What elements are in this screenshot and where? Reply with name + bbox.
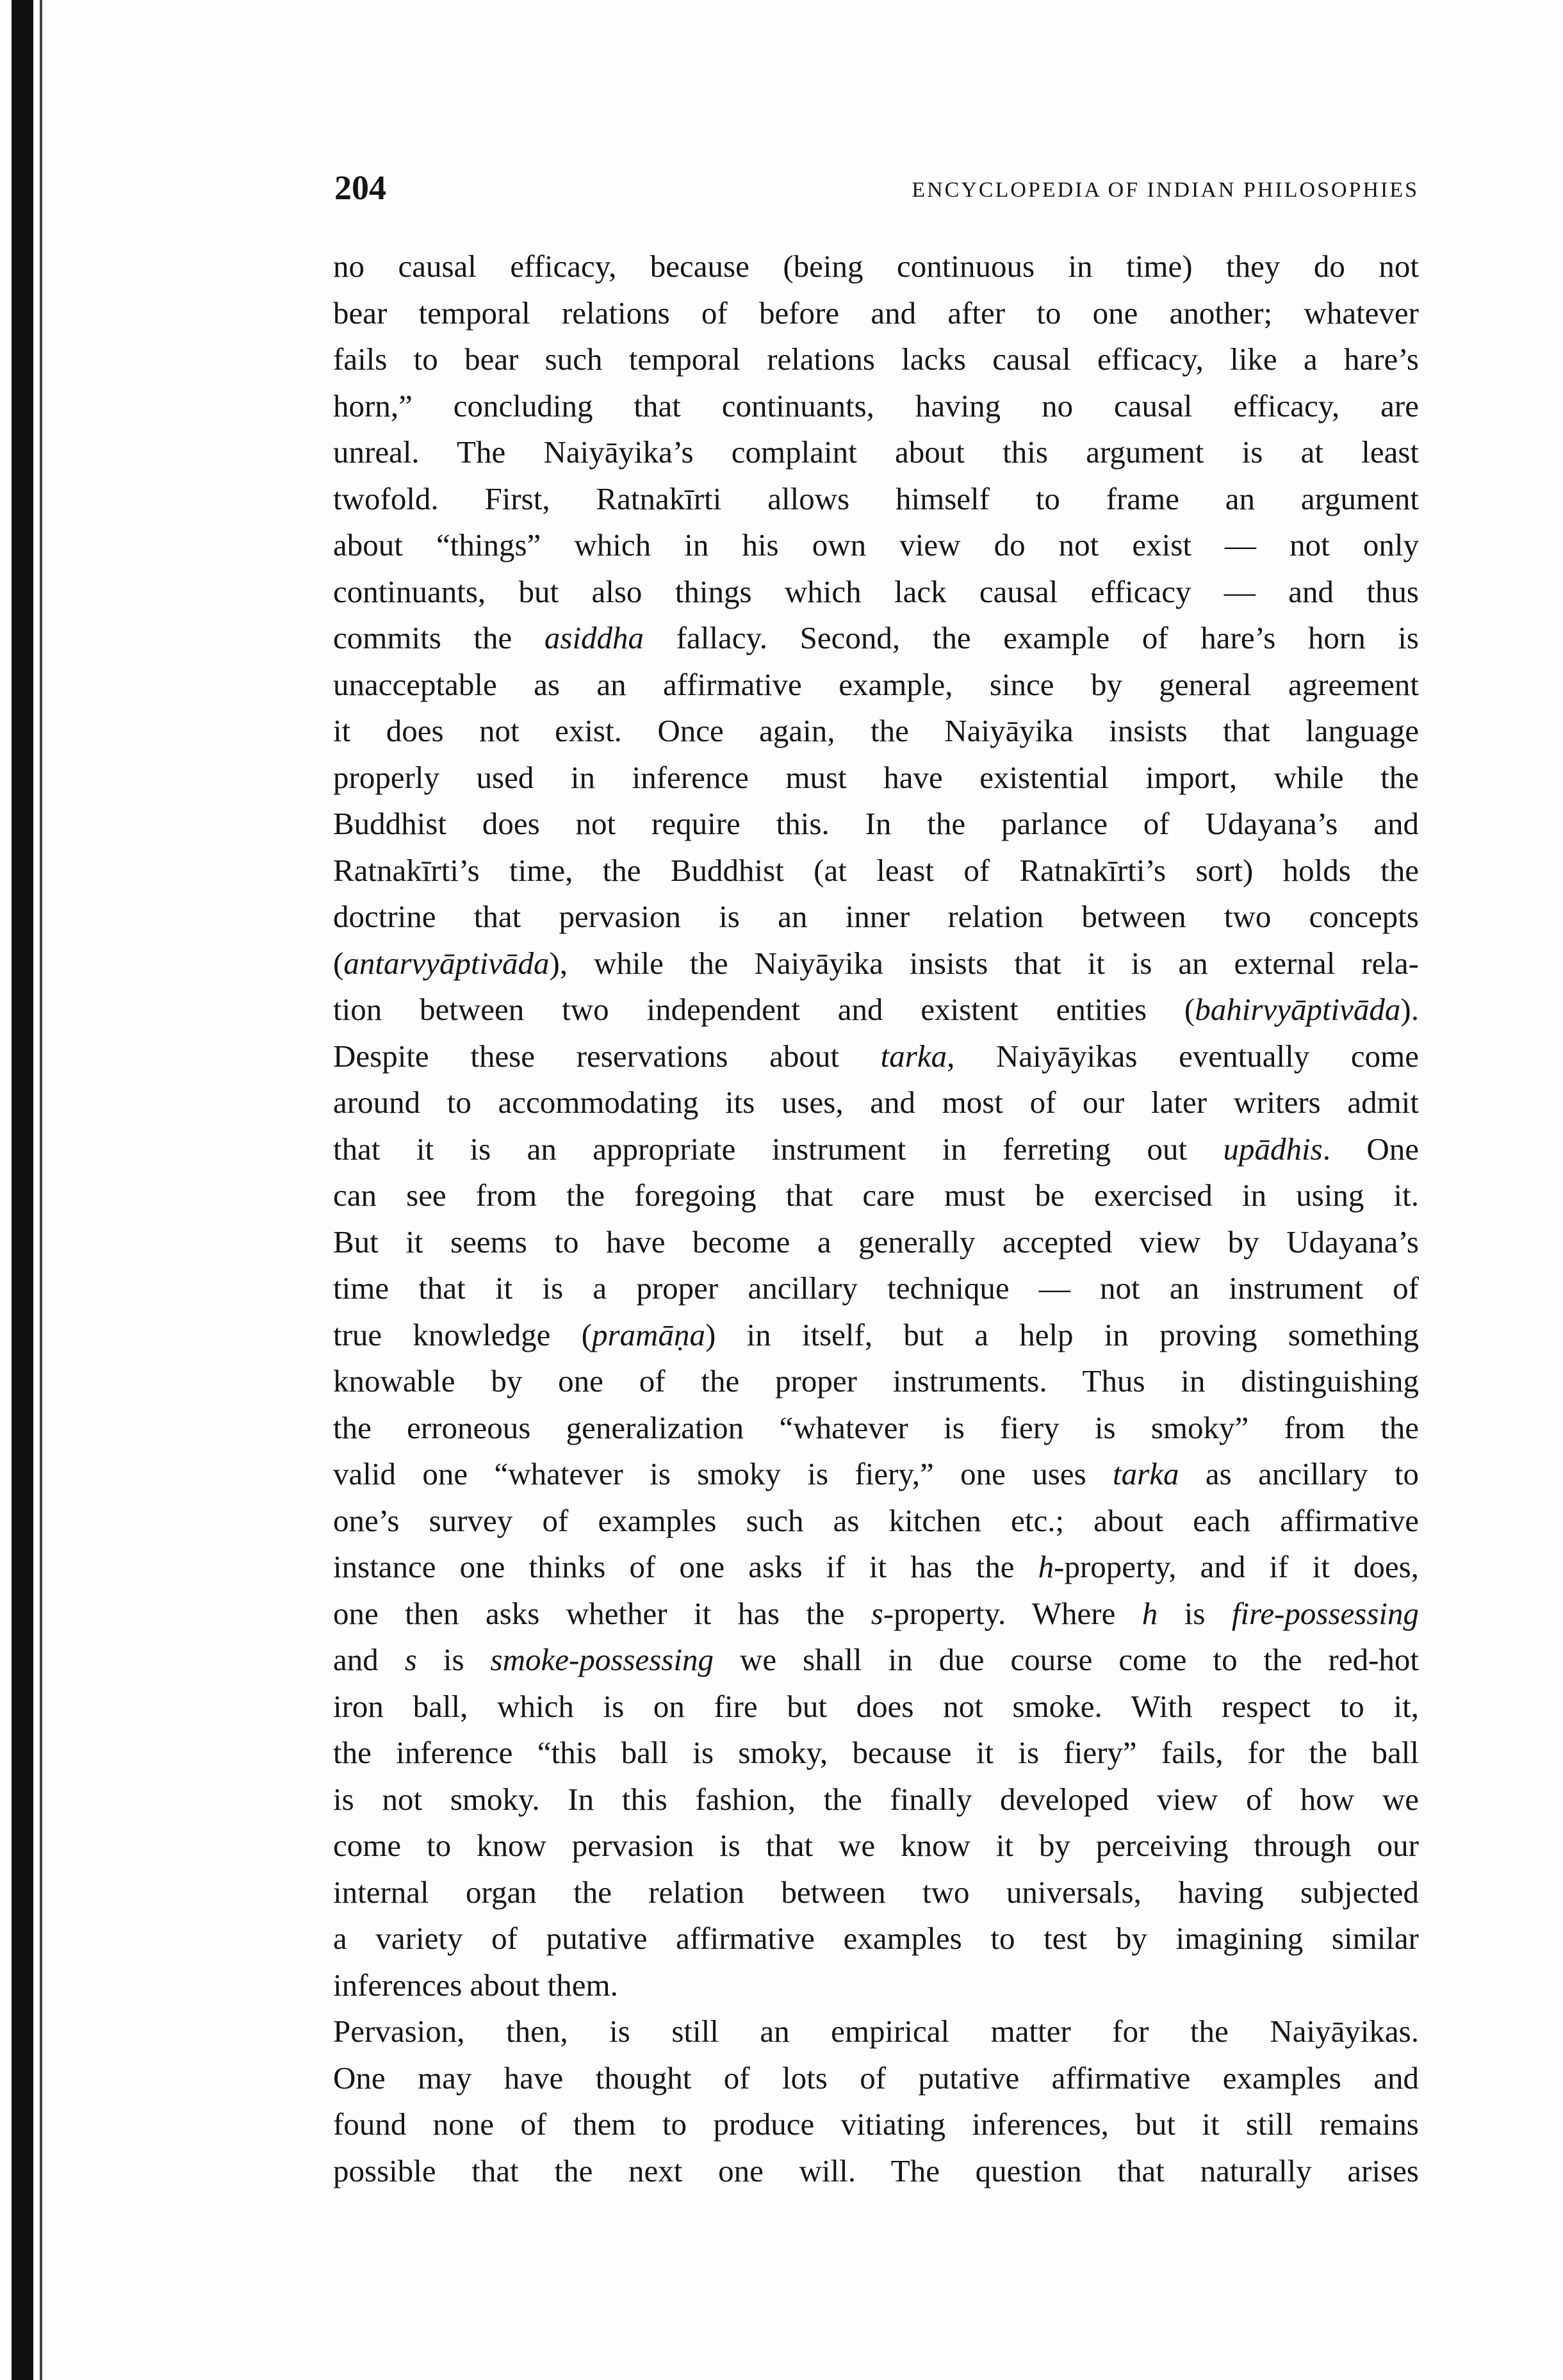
text-segment: unacceptable as an affirmative example, since by general agreement: [333, 666, 1419, 702]
text-segment: and: [333, 1642, 405, 1677]
text-segment: Pervasion, then, is still an empirical matter for the Naiyāyikas.: [333, 2014, 1419, 2049]
text-line: [333, 1312, 1419, 1359]
italic-term: s: [871, 1595, 883, 1631]
text-line: [333, 243, 1419, 290]
text-segment: that it is an appropriate instrument in ferreting out: [333, 1131, 1223, 1167]
italic-term: asiddha: [544, 620, 644, 655]
text-segment: one then asks whether it has the: [333, 1595, 871, 1631]
text-line: [333, 1777, 1419, 1823]
text-line: [333, 1265, 1419, 1312]
text-line: [333, 1126, 1419, 1173]
text-line: [333, 1358, 1419, 1405]
text-segment: commits the: [333, 620, 544, 655]
text-segment: doctrine that pervasion is an inner relation between two concepts: [333, 899, 1419, 934]
text-line: [333, 2148, 1419, 2195]
text-segment: it does not exist. Once again, the Naiyāyika insists that language: [333, 713, 1419, 748]
text-line: [333, 662, 1419, 709]
text-line: [333, 708, 1419, 755]
italic-term: antarvyāptivāda: [343, 945, 550, 981]
text-segment: around to accommodating its uses, and most of our later writers admit: [333, 1085, 1419, 1120]
text-segment: time that it is a proper ancillary technique — not an instrument of: [333, 1270, 1419, 1306]
text-segment: -property. Where: [883, 1595, 1142, 1631]
text-line: [333, 336, 1419, 383]
italic-term: tarka: [1113, 1456, 1179, 1491]
text-segment: fails to bear such temporal relations lacks causal efficacy, like a hare’s: [333, 341, 1419, 377]
text-line: [333, 1172, 1419, 1219]
text-line: [333, 1591, 1419, 1637]
text-line: [333, 2055, 1419, 2102]
text-line: [333, 1869, 1419, 1916]
italic-term: s: [404, 1642, 417, 1677]
text-line: [333, 1916, 1419, 1962]
text-line: [333, 429, 1419, 476]
text-line: [333, 801, 1419, 848]
text-segment: fallacy. Second, the example of hare’s horn is: [644, 620, 1419, 655]
text-line: [333, 383, 1419, 430]
italic-term: h: [1038, 1549, 1054, 1584]
text-segment: true knowledge (: [333, 1317, 592, 1352]
text-line: [333, 290, 1419, 337]
text-segment: we shall in due course come to the red-hot: [713, 1642, 1420, 1677]
text-line: [333, 1498, 1419, 1545]
text-segment: possible that the next one will. The question that naturally arises: [333, 2153, 1419, 2188]
text-segment: ) in itself, but a help in proving something: [705, 1317, 1419, 1352]
text-line: [333, 987, 1419, 1033]
text-segment: found none of them to produce vitiating inferences, but it still remains: [333, 2106, 1419, 2142]
text-line: [333, 2008, 1419, 2055]
text-line: [333, 476, 1419, 523]
text-segment: knowable by one of the proper instruments. Thus in distinguishing: [333, 1363, 1419, 1399]
text-segment: valid one “whatever is smoky is fiery,” one uses: [333, 1456, 1113, 1491]
italic-term: fire-possessing: [1231, 1595, 1420, 1631]
text-line: [333, 1405, 1419, 1452]
italic-term: bahirvyāptivāda: [1195, 992, 1401, 1027]
text-segment: no causal efficacy, because (being continuous in time) they do not: [333, 249, 1419, 284]
italic-term: h: [1142, 1595, 1158, 1631]
text-line: [333, 1730, 1419, 1777]
text-segment: can see from the foregoing that care must be exercised in using it.: [333, 1178, 1419, 1213]
text-segment: is: [416, 1642, 491, 1677]
text-segment: is not smoky. In this fashion, the finally developed view of how we: [333, 1781, 1419, 1817]
text-line: [333, 1637, 1419, 1684]
running-head: ENCYCLOPEDIA OF INDIAN PHILOSOPHIES: [912, 178, 1419, 202]
text-line: [333, 1219, 1419, 1266]
text-line: [333, 615, 1419, 662]
text-line: [333, 1451, 1419, 1498]
text-segment: Ratnakīrti’s time, the Buddhist (at least of Ratnakīrti’s sort) holds the: [333, 852, 1419, 888]
text-segment: about “things” which in his own view do not exist — not only: [333, 527, 1419, 562]
text-line: [333, 755, 1419, 801]
text-segment: bear temporal relations of before and after to one another; whatever: [333, 295, 1419, 331]
text-line: [333, 522, 1419, 569]
text-segment: one’s survey of examples such as kitchen etc.; about each affirmative: [333, 1502, 1419, 1538]
text-segment: the erroneous generalization “whatever is fiery is smoky” from the: [333, 1409, 1419, 1445]
text-line: [333, 2101, 1419, 2148]
text-segment: a variety of putative affirmative examples to test by imagining similar: [333, 1921, 1419, 1956]
text-segment: tion between two independent and existent entities (: [333, 992, 1195, 1027]
text-segment: come to know pervasion is that we know it by perceiving through our: [333, 1828, 1419, 1863]
italic-term: pramāṇa: [591, 1317, 705, 1352]
body-text: [333, 243, 1419, 2194]
italic-term: smoke-possessing: [490, 1642, 714, 1677]
text-segment: properly used in inference must have existential import, while the: [333, 759, 1419, 795]
text-segment: twofold. First, Ratnakīrti allows himself to frame an argument: [333, 480, 1419, 516]
text-line: [333, 1544, 1419, 1591]
text-segment: is: [1158, 1595, 1232, 1631]
text-segment: (: [333, 945, 344, 981]
text-segment: -property, and if it does,: [1054, 1549, 1419, 1584]
text-segment: the inference “this ball is smoky, because it is fiery” fails, for the ball: [333, 1735, 1419, 1770]
text-line: [333, 848, 1419, 894]
text-segment: continuants, but also things which lack causal efficacy — and thus: [333, 573, 1419, 609]
page-edge-shadow: [12, 0, 33, 2380]
text-line: [333, 569, 1419, 616]
text-line: [333, 1079, 1419, 1126]
text-segment: as ancillary to: [1179, 1456, 1419, 1491]
page-edge-line: [40, 0, 42, 2380]
text-segment: ).: [1400, 992, 1419, 1027]
text-line: [333, 894, 1419, 940]
italic-term: tarka: [880, 1038, 947, 1074]
text-segment: , Naiyāyikas eventually come: [947, 1038, 1419, 1074]
text-line: [333, 1684, 1419, 1730]
text-line: [333, 1033, 1419, 1080]
text-segment: ), while the Naiyāyika insists that it is an external rela-: [549, 945, 1419, 981]
text-segment: Buddhist does not require this. In the parlance of Udayana’s and: [333, 806, 1419, 841]
italic-term: upādhis: [1223, 1131, 1323, 1167]
text-segment: inferences about them.: [333, 1967, 618, 2003]
text-segment: unreal. The Naiyāyika’s complaint about this argument is at least: [333, 434, 1419, 470]
page-number: 204: [334, 168, 386, 207]
text-segment: instance one thinks of one asks if it has the: [333, 1549, 1038, 1584]
text-segment: internal organ the relation between two universals, having subjected: [333, 1874, 1419, 1910]
text-segment: One may have thought of lots of putative affirmative examples and: [333, 2060, 1419, 2096]
text-segment: But it seems to have become a generally accepted view by Udayana’s: [333, 1224, 1419, 1260]
text-segment: . One: [1322, 1131, 1419, 1167]
text-segment: horn,” concluding that continuants, having no causal efficacy, are: [333, 388, 1419, 423]
text-line: [333, 1823, 1419, 1869]
text-segment: Despite these reservations about: [333, 1038, 881, 1074]
text-line: [333, 940, 1419, 987]
text-segment: iron ball, which is on fire but does not smoke. With respect to it,: [333, 1688, 1419, 1724]
text-line: [333, 1962, 1419, 2009]
